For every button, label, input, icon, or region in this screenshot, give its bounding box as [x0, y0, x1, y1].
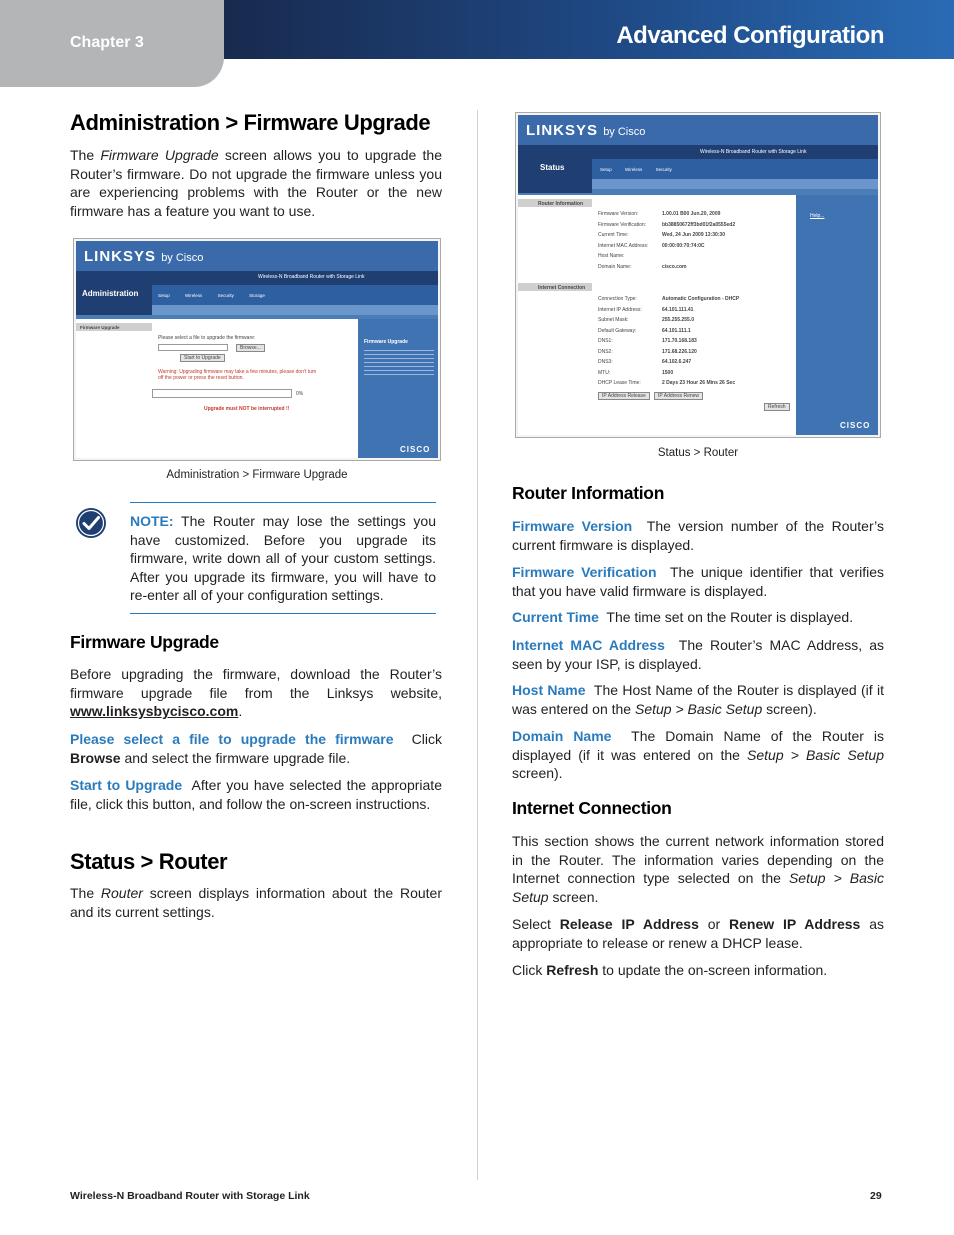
internet-info-label: DNS2: [598, 348, 613, 355]
screenshot-browse: Browse... [236, 344, 265, 352]
note-bottom-rule [130, 613, 436, 614]
status-router-screenshot [515, 112, 881, 438]
router-info-value: cisco.com [662, 263, 687, 270]
cisco-logo: CISCO [840, 421, 871, 430]
screenshot-tabs: Setup Wireless Security Storage [158, 293, 265, 298]
internet-info-value: 64.101.111.1 [662, 327, 691, 334]
screenshot-product: Wireless-N Broadband Router with Storage Link [700, 149, 807, 155]
internet-info-value: 171.68.226.120 [662, 348, 697, 355]
firmware-verification-text: Firmware Verification The unique identifier that verifies that you have valid firmware is displayed. [512, 564, 884, 599]
router-info-label: Current Time: [598, 232, 629, 238]
note-top-rule [130, 502, 436, 503]
firmware-caption: Administration > Firmware Upgrade [166, 469, 348, 481]
internet-info-value: 1500 [662, 369, 674, 376]
screenshot-help-link: Help... [810, 213, 825, 219]
internet-info-value: 64.101.111.41 [662, 306, 694, 313]
note-text: NOTE: The Router may lose the settings you have customized. Before you upgrade its firmware, write down all of your custom settings. After you upgrade its firmware, you will have to re-enter all of your configuration settings. [130, 513, 436, 604]
router-info-label: Internet MAC Address: [598, 242, 649, 249]
internet-info-label: Internet IP Address: [598, 306, 642, 313]
section-title-firmware: Administration > Firmware Upgrade [70, 110, 431, 135]
internet-info-label: Connection Type: [598, 296, 637, 302]
internet-info-value: 64.102.6.247 [662, 359, 692, 365]
internet-info-label: DHCP Lease Time: [598, 380, 641, 386]
router-info-label: Firmware Verification: [598, 221, 647, 228]
router-info-value: 1.00.01 B00 Jun.20, 2009 [662, 211, 721, 217]
firmware-upgrade-heading: Firmware Upgrade [70, 632, 219, 652]
router-info-value: 00:00:00:70:74:0C [662, 242, 705, 249]
screenshot-notice: Upgrade must NOT be interrupted !! [204, 406, 290, 412]
refresh-text: Click Refresh to update the on-screen information. [512, 962, 828, 978]
internet-connection-heading: Internet Connection [512, 798, 672, 818]
host-name-text: Host Name The Host Name of the Router is displayed (if it was entered on the Setup > Basic Setup screen). [512, 682, 884, 717]
router-info-label: Domain Name: [598, 263, 632, 270]
screenshot-prompt: Please select a file to upgrade the firmware: [158, 335, 256, 341]
screenshot-section-label: Administration [82, 289, 139, 298]
screenshot-warning: Warning: Upgrading firmware may take a few minutes, please don't turn off the power or press the reset button. [158, 369, 317, 381]
firmware-intro: The Firmware Upgrade screen allows you to upgrade the Router’s firmware. Do not upgrade the firmware unless you are experiencing problems with the Router or the new firmware has a feature you want to use. [70, 147, 442, 219]
cisco-logo: CISCO [400, 445, 431, 454]
screenshot-section-label: Status [540, 163, 565, 172]
router-info-label: Firmware Version: [598, 211, 639, 217]
screenshot-tabs: Setup Wireless Security [600, 167, 672, 172]
firmware-version-text: Firmware Version The version number of the Router’s current firmware is displayed. [512, 518, 885, 553]
select-file-text: Please select a file to upgrade the firmware Click Browse and select the firmware upgrade file. [70, 731, 442, 766]
internet-info-label: DNS3: [598, 359, 613, 365]
checkmark-icon [75, 507, 107, 539]
internet-info-value: 255.255.255.0 [662, 317, 694, 323]
screenshot-refresh-button: Refresh [764, 403, 790, 411]
column-divider [477, 110, 478, 1180]
status-caption: Status > Router [657, 447, 739, 459]
current-time-text: Current Time The time set on the Router is displayed. [512, 609, 854, 625]
screenshot-release-button: IP Address Release [598, 392, 650, 400]
screenshot-left-label-2: Internet Connection [538, 285, 586, 291]
page-number: 29 [870, 1190, 882, 1202]
screenshot-renew-button: IP Address Renew [654, 392, 703, 400]
footer-product: Wireless-N Broadband Router with Storage Link [70, 1190, 310, 1202]
router-info-label: Host Name: [598, 253, 625, 259]
start-upgrade-text: Start to Upgrade After you have selected the appropriate file, click this button, and follow the on-screen instructions. [70, 777, 442, 812]
screenshot-percent: 0% [296, 391, 304, 397]
internet-info-label: DNS1: [598, 338, 613, 344]
internet-info-value: Automatic Configuration - DHCP [662, 296, 740, 302]
internet-info-value: 171.70.168.183 [662, 338, 697, 344]
screenshot-start: Start to Upgrade [180, 354, 225, 362]
router-information-heading: Router Information [512, 483, 665, 503]
internet-info-label: Subnet Mask: [598, 317, 629, 323]
screenshot-left-label: Firmware Upgrade [80, 325, 120, 330]
internet-info-label: MTU: [598, 369, 611, 376]
chapter-tab [0, 0, 224, 87]
header-banner [224, 0, 954, 59]
router-info-value: bb38850672ff3bd01f2a0555ed2 [662, 221, 736, 228]
internet-connection-text: This section shows the current network information stored in the Router. The information varies depending on the Internet connection type selected on the Setup > Basic Setup screen. [512, 833, 885, 905]
internet-mac-text: Internet MAC Address The Router’s MAC Address, as seen by your ISP, is displayed. [512, 637, 884, 672]
linksys-website-link[interactable]: www.linksysbycisco.com [70, 703, 239, 720]
screenshot-product: Wireless-N Broadband Router with Storage Link [258, 274, 365, 280]
chapter-label: Chapter 3 [70, 34, 144, 51]
internet-info-value: 2 Days 23 Hour 26 Mins 26 Sec [662, 380, 736, 386]
section-title-status: Status > Router [70, 849, 228, 874]
release-renew-text: Select Release IP Address or Renew IP Address as appropriate to release or renew a DHCP lease. [512, 916, 884, 951]
screenshot-side-title: Firmware Upgrade [364, 339, 408, 345]
status-intro: The Router screen displays information about the Router and its current settings. [70, 885, 442, 920]
page-header-title: Advanced Configuration [616, 22, 884, 49]
firmware-upgrade-text: Before upgrading the firmware, download the Router’s firmware upgrade file from the Linksys website, www.linksysbycisco.com. [70, 666, 442, 720]
domain-name-text: Domain Name The Domain Name of the Router is displayed (if it was entered on the Setup > Basic Setup screen). [512, 728, 884, 782]
router-info-value: Wed, 24 Jun 2009 13:30:30 [662, 232, 725, 238]
linksys-logo: LINKSYS by Cisco [84, 248, 204, 265]
linksys-logo: LINKSYS by Cisco [526, 122, 646, 139]
internet-info-label: Default Gateway: [598, 327, 637, 334]
screenshot-left-label-1: Router Information [538, 201, 583, 207]
firmware-upgrade-screenshot [73, 238, 441, 461]
